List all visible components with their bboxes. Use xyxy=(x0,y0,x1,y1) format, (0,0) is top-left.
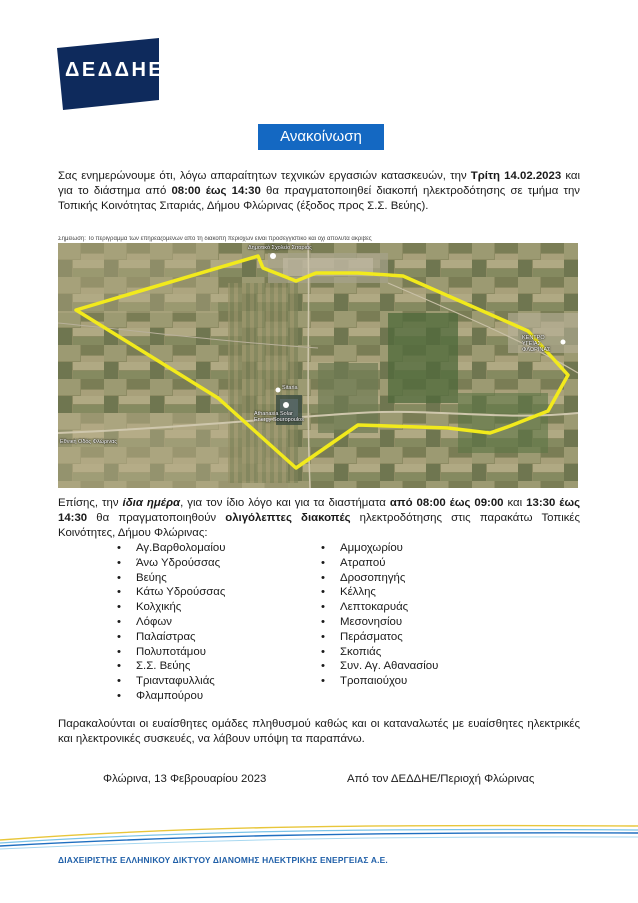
list-item: • Σκοπιάς xyxy=(317,645,438,660)
list-item: • Πολυποτάμου xyxy=(113,645,225,660)
map-label-kentro: ΚΕΝΤΡΟ ΥΓΕΙΑΣ ΦΛΩΡΙΝΑΣ xyxy=(522,335,551,353)
list-item: • Μεσονησίου xyxy=(317,615,438,630)
list-item: • Λεπτοκαρυάς xyxy=(317,600,438,615)
outage-date: Τρίτη 14.02.2023 xyxy=(470,170,562,182)
list-item: • Σ.Σ. Βεύης xyxy=(113,659,225,674)
list-item: • Τριανταφυλλιάς xyxy=(113,674,225,689)
second-text-4: θα πραγματοποιηθούν xyxy=(87,511,226,524)
footer-waves-decoration xyxy=(0,820,638,860)
list-item: • Δροσοπηγής xyxy=(317,571,438,586)
list-item: • Φλαμπούρου xyxy=(113,689,225,704)
map-label-road: Εθνική Οδός Φλώρινας xyxy=(60,439,117,445)
second-text-2: , για τον ίδιο λόγο και για τα διαστήματα xyxy=(180,497,390,509)
communities-list-left xyxy=(113,541,225,704)
place-date: Φλώρινα, 13 Φεβρουαρίου 2023 xyxy=(103,773,267,785)
list-item: • Άνω Υδρούσσας xyxy=(113,556,225,571)
list-item: • Αγ.Βαρθολομαίου xyxy=(113,541,225,556)
second-paragraph xyxy=(58,496,580,540)
map-note: Σημείωση: Το περίγραμμα των επηρεαζόμενων από τη διακοπή περιοχών είναι προσεγγιστικό και όχι απόλυτα ακριβές xyxy=(58,236,372,242)
intro-text-3: θα πραγματοποιηθεί διακοπή ηλεκτροδότησης σε τμήμα την Τοπικής Κοινότητας Σιταριάς, Δήμου Φλώρινας (έξοδος προς Σ.Σ. Βεύης). xyxy=(58,184,581,212)
intro-text-1: Σας ενημερώνουμε ότι, λόγω απαραίτητων τεχνικών εργασιών κατασκευών, την xyxy=(58,170,471,182)
list-item: • Κάτω Υδρούσσας xyxy=(113,585,225,600)
signature-from: Από τον ΔΕΔΔΗΕ/Περιοχή Φλώρινας xyxy=(347,773,535,785)
list-item: • Κέλλης xyxy=(317,585,438,600)
list-item: • Αμμοχωρίου xyxy=(317,541,438,556)
intro-paragraph xyxy=(58,169,580,213)
map-image xyxy=(58,243,578,488)
outage-area-map xyxy=(58,243,578,488)
footer-company-name: ΔΙΑΧΕΙΡΙΣΤΗΣ ΕΛΛΗΝΙΚΟΥ ΔΙΚΤΥΟΥ ΔΙΑΝΟΜΗΣ ΗΛΕΚΤΡΙΚΗΣ ΕΝΕΡΓΕΙΑΣ Α.Ε. xyxy=(58,855,388,865)
deddie-logo xyxy=(55,38,165,110)
same-day: ίδια ημέρα xyxy=(122,497,181,509)
map-label-sitaria: Sitaria xyxy=(282,385,298,391)
map-label-solar: Athanasia Solar Energy Souropoulos xyxy=(254,411,304,423)
map-label-school: Δημοτικό Σχολείο Σιταριάς xyxy=(248,245,312,251)
list-item: • Παλαίστρας xyxy=(113,630,225,645)
list-item: • Περάσματος xyxy=(317,630,438,645)
logo-text: ΔΕΔΔΗΕ xyxy=(65,59,165,81)
intro-text-2: και για το διάστημα από xyxy=(58,170,580,197)
short-outages: ολιγόλεπτες διακοπές xyxy=(225,511,351,524)
second-text-3: και xyxy=(503,497,527,509)
communities-list-right xyxy=(317,541,438,689)
list-item: • Συν. Αγ. Αθανασίου xyxy=(317,659,438,674)
second-text-5: ηλεκτροδότησης στις παρακάτω Τοπικές Κοινότητες, Δήμου Φλώρινας: xyxy=(58,511,581,539)
list-item: • Ατραπού xyxy=(317,556,438,571)
list-item: • Κολχικής xyxy=(113,600,225,615)
list-item: • Βεύης xyxy=(113,571,225,586)
outage-time: 08:00 έως 14:30 xyxy=(171,184,261,197)
time-range-2: 13:30 έως 14:30 xyxy=(58,497,580,524)
announcement-title: Ανακοίνωση xyxy=(258,124,384,150)
closing-paragraph: Παρακαλούνται οι ευαίσθητες ομάδες πληθυσμού καθώς και οι καταναλωτές με ευαίσθητες ηλεκτρικές και ηλεκτρονικές συσκευές, να λάβουν υπόψη τα παραπάνω. xyxy=(58,718,580,745)
second-text-1: Επίσης, την xyxy=(58,497,123,509)
list-item: • Λόφων xyxy=(113,615,225,630)
list-item: • Τροπαιούχου xyxy=(317,674,438,689)
time-range-1: από 08:00 έως 09:00 xyxy=(389,497,504,509)
